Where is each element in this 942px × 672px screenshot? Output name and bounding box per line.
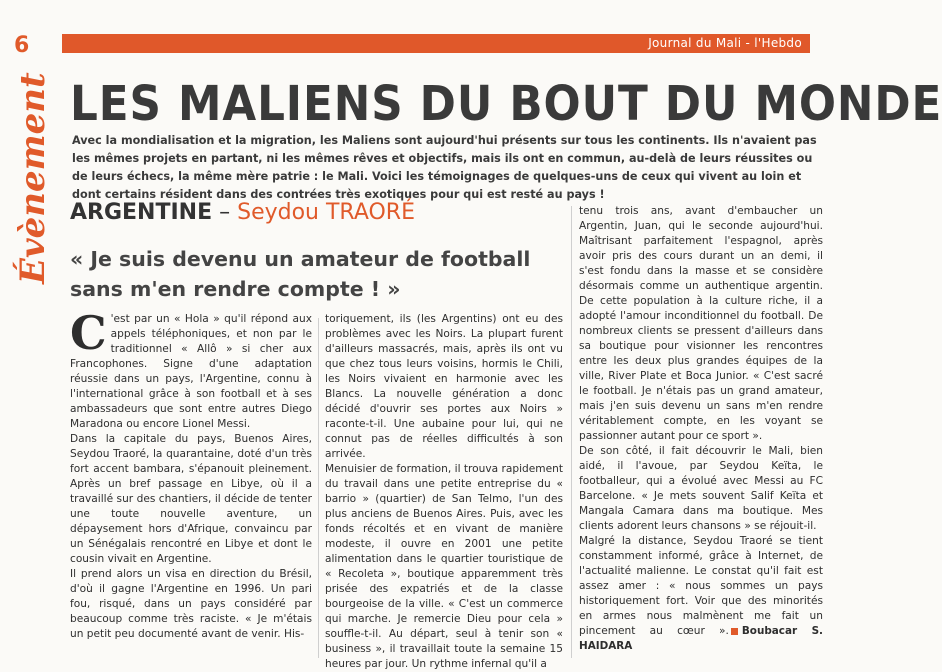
drop-cap: C (70, 306, 107, 360)
paragraph: Menuisier de formation, il trouva rapidement du travail dans une petite entreprise du « barrio » (quartier) de San Telmo, l'un des plus anciens de Buenos Aires. Puis, avec les fonds récoltés et en vivant de manière modeste, il ouvre en 2001 une petite alimentation dans le quartier touristique de « Recoleta », boutique apparemment très prisée des expatriés et de la classe bourgeoise de la ville. « C'est un commerce qui marche. Je remercie Dieu pour cela » souffle-t-il. Au départ, seul à tenir son « business », il travaillait toute la semaine 15 heures par jour. Un rythme infernal qu'il a (325, 463, 563, 670)
pull-quote: « Je suis devenu un amateur de football sans m'en rendre compte ! » (70, 247, 531, 301)
article-column-1 (70, 306, 312, 642)
rubric-text: Évènement (13, 72, 53, 284)
column-divider (318, 318, 319, 658)
section-heading (70, 200, 590, 225)
paragraph: Il prend alors un visa en direction du Brésil, d'où il gagne l'Argentine en 1996. Un pari fou, risqué, dans un pays considéré par beaucoup comme très raciste. « Je m'étais un petit peu documenté avant de venir. His- (70, 568, 312, 640)
paragraph: tenu trois ans, avant d'embaucher un Argentin, Juan, qui le seconde aujourd'hui. Maîtrisant parfaitement l'espagnol, après avoir pris des cours durant un an demi, il s'est fondu dans la masse et se considère désormais comme un authentique argentin. De cette population à la culture riche, il a adopté l'amour inconditionnel du football. De nombreux clients se pressent d'ailleurs dans sa boutique pour visionner les rencontres entre les deux plus grandes équipes de la ville, River Plate et Boca Junior. « C'est sacré le football. Je n'étais pas un grand amateur, mais j'en suis devenu un sans m'en rendre véritablement compte, en les voyant se passionner autant pour ce sport ». (579, 205, 823, 442)
header-bar (62, 34, 810, 53)
article-column-3 (579, 204, 823, 654)
heading-separator: – (212, 200, 238, 225)
interviewee-name: Seydou TRAORÉ (237, 200, 415, 225)
column-divider (571, 206, 572, 658)
paragraph: 'est par un « Hola » qu'il répond aux appels téléphoniques, et non par le traditionnel « Allô » si cher aux Francophones. Signe d'une adaptation réussie dans un pays, l'Argentine, connu à l'international grâce à son football et à ses ambassadeurs que sont entre autres Diego Maradona ou encore Lionel Messi. (70, 313, 312, 430)
headline: LES MALIENS DU BOUT DU MONDE (70, 76, 942, 132)
page-number: 6 (14, 33, 30, 58)
paragraph: toriquement, ils (les Argentins) ont eu des problèmes avec les Noirs. La plupart furent d'ailleurs massacrés, mais, après ils ont vu que chez tous leurs voisins, hormis le Chili, les Noirs vivaient en harmonie avec les Blancs. La nouvelle génération a donc décidé d'ouvrir ses portes aux Noirs » raconte-t-il. Une aubaine pour lui, qui ne connut pas de réelles difficultés à son arrivée. (325, 313, 563, 460)
article-column-2 (325, 312, 563, 672)
paragraph: De son côté, il fait découvrir le Mali, bien aidé, il l'avoue, par Seydou Keïta, le footballeur, qui a évolué avec Messi au FC Barcelone. « Je mets souvent Salif Keïta et Mangala Camara dans ma boutique. Mes clients adorent leurs chansons » se réjouit-il. (579, 445, 823, 532)
byline: Boubacar S. HAIDARA (579, 625, 823, 652)
lead-paragraph: Avec la mondialisation et la migration, les Maliens sont aujourd'hui présents sur tous les continents. Ils n'avaient pas les mêmes projets en partant, ni les mêmes rêves et objectifs, mais ils ont en commun, au-delà de leurs réussites ou de leurs échecs, la même mère patrie : le Mali. Voici les témoignages de quelques-uns de ceux qui vivent au loin et dont certains résident dans des contrées très exotiques pour qui est resté au pays ! (72, 134, 817, 201)
end-mark-icon (731, 628, 738, 635)
paragraph: Dans la capitale du pays, Buenos Aires, Seydou Traoré, la quarantaine, doté d'un très fort accent bambara, s'épanouit pleinement. Après un bref passage en Libye, où il a travaillé sur des chantiers, il décide de tenter une toute nouvelle aventure, un dépaysement hors d'Afrique, convaincu par un Sénégalais rencontré en Libye et dont le cousin vivait en Argentine. (70, 433, 312, 565)
publication-name: Journal du Mali - l'Hebdo (648, 36, 802, 50)
paragraph: Malgré la distance, Seydou Traoré se tient constamment informé, grâce à Internet, de l'actualité malienne. Le constat qu'il fait est assez amer : « nous sommes un pays historiquement fort. Voir que des minorités en armes nous malmènent me fait un pincement au cœur ». (579, 535, 823, 637)
country-name: ARGENTINE (70, 200, 213, 225)
rubric-label (11, 72, 53, 286)
